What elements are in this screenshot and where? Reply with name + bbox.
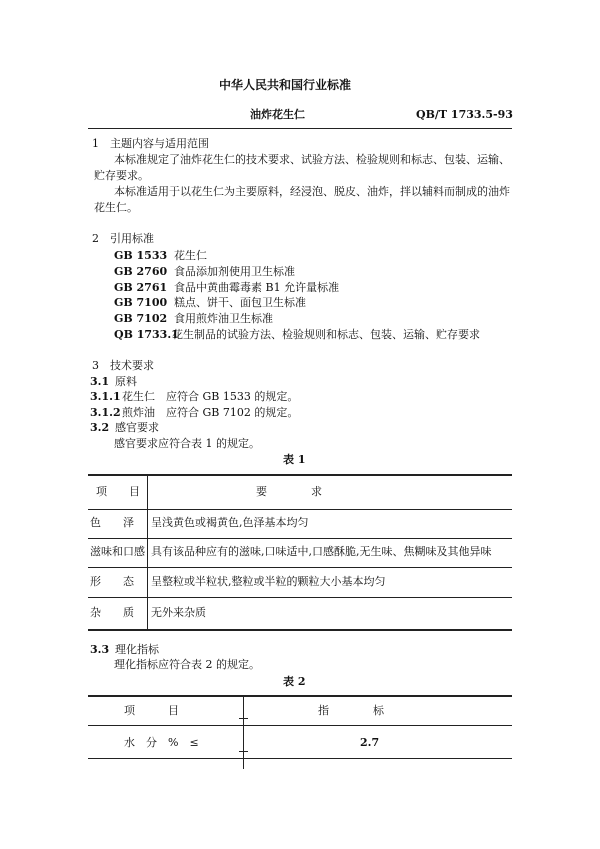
table2-header-index: 指 标 — [318, 704, 384, 717]
ref-title: 食用煎炸油卫生标准 — [174, 312, 273, 325]
section1-para1-line1: 本标准规定了油炸花生仁的技术要求、试验方法、检验规则和标志、包装、运输、 — [114, 153, 510, 166]
section-3-1-1-number: 3.1.1 — [90, 390, 121, 403]
table1-caption: 表 1 — [283, 453, 306, 466]
section-3-2-number: 3.2 — [90, 421, 110, 434]
table-row-item: 杂 质 — [90, 606, 134, 619]
ref-code: GB 2760 — [114, 265, 168, 278]
table2-caption: 表 2 — [283, 675, 306, 688]
header-rule — [88, 128, 512, 129]
ref-code: QB 1733.1 — [114, 328, 179, 341]
ref-code: GB 1533 — [114, 249, 168, 262]
table2-header-item: 项 目 — [124, 704, 179, 717]
section1-number: 1 — [92, 137, 99, 150]
table-row-value: 2.7 — [360, 736, 380, 749]
section-3-1-2-text: 煎炸油 应符合 GB 7102 的规定。 — [122, 406, 299, 419]
table-row-item: 水 分 % ≤ — [124, 736, 199, 749]
section-3-3-heading: 理化指标 — [115, 643, 159, 656]
section-3-2-text: 感官要求应符合表 1 的规定。 — [114, 437, 260, 450]
table-row-item: 色 泽 — [90, 516, 134, 529]
ref-title: 糕点、饼干、面包卫生标准 — [174, 296, 306, 309]
section-3-1-heading: 原料 — [115, 375, 137, 388]
standard-code: QB/T 1733.5-93 — [416, 108, 513, 121]
section1-para2-line1: 本标准适用于以花生仁为主要原料，经浸泡、脱皮、油炸，拌以辅料而制成的油炸 — [114, 185, 510, 198]
section-3-2-heading: 感官要求 — [115, 421, 159, 434]
ref-title: 食品添加剂使用卫生标准 — [174, 265, 295, 278]
section1-heading: 主题内容与适用范围 — [110, 137, 209, 150]
table1-header-requirement: 要 求 — [256, 485, 322, 498]
table-row-requirement: 呈整粒或半粒状,整粒或半粒的颗粒大小基本均匀 — [151, 575, 386, 588]
section-3-1-2-number: 3.1.2 — [90, 406, 121, 419]
section3-number: 3 — [92, 359, 99, 372]
table1-header-item: 项 目 — [96, 485, 140, 498]
section2-heading: 引用标准 — [110, 232, 154, 245]
section-3-3-number: 3.3 — [90, 643, 110, 656]
ref-code: GB 7100 — [114, 296, 168, 309]
section-3-1-1-text: 花生仁 应符合 GB 1533 的规定。 — [122, 390, 299, 403]
section3-heading: 技术要求 — [110, 359, 154, 372]
standard-body: 中华人民共和国行业标准 — [219, 78, 352, 92]
ref-title: 花生制品的试验方法、检验规则和标志、包装、运输、贮存要求 — [172, 328, 480, 341]
section1-para1-line2: 贮存要求。 — [94, 169, 149, 182]
table-row-requirement: 无外来杂质 — [151, 606, 206, 619]
ref-code: GB 7102 — [114, 312, 168, 325]
section-3-1-number: 3.1 — [90, 375, 110, 388]
table-row-item: 形 态 — [90, 575, 134, 588]
section-3-3-text: 理化指标应符合表 2 的规定。 — [114, 658, 260, 671]
section1-para2-line2: 花生仁。 — [94, 201, 138, 214]
document-title: 油炸花生仁 — [250, 108, 305, 121]
table-row-item: 滋味和口感 — [90, 545, 145, 558]
ref-code: GB 2761 — [114, 281, 168, 294]
table-row-requirement: 具有该品种应有的滋味,口味适中,口感酥脆,无生味、焦糊味及其他异味 — [151, 545, 492, 558]
ref-title: 食品中黄曲霉毒素 B1 允许量标准 — [174, 281, 340, 294]
ref-title: 花生仁 — [174, 249, 207, 262]
section2-number: 2 — [92, 232, 99, 245]
table-row-requirement: 呈浅黄色或褐黄色,色泽基本均匀 — [151, 516, 309, 529]
